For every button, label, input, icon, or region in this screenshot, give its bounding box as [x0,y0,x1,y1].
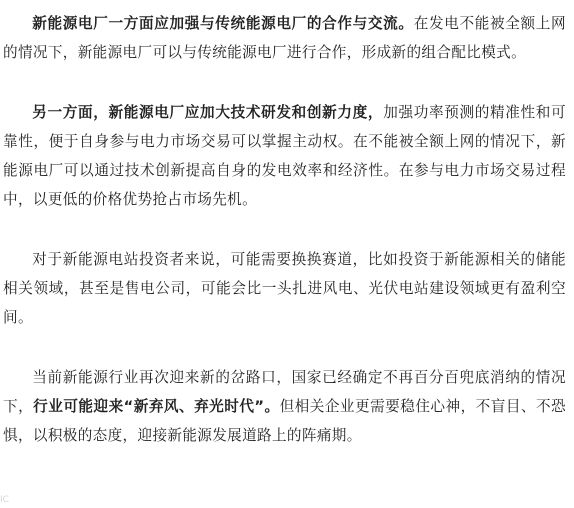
paragraph-1-bold-lead: 新能源电厂一方面应加强与传统能源电厂的合作与交流。 [32,15,414,32]
paragraph-3 [3,245,566,332]
paragraph-2-text: 加强功率预测的精准性和可靠性，便于自身参与电力市场交易可以掌握主动权。在不能被全额上网的情况下，新能源电厂可以通过技术创新提高自身的发电效率和经济性。在参与电力市场交易过程中，以更低的价格优势抢占市场先机。 [3,104,566,208]
paragraph-4-text: 当前新能源行业再次迎来新的岔路口，国家已经确定不再百分百兜底消纳的情况下， [3,369,566,415]
paragraph-2 [3,98,566,214]
watermark: IC [0,495,9,505]
paragraph-1 [3,9,566,67]
paragraph-2-bold-lead: 另一方面，新能源电厂应加大技术研发和创新力度， [32,104,384,121]
article-body [3,9,566,481]
paragraph-4-bold-phrase: 行业可能迎来“新弃风、弃光时代”。 [33,398,280,415]
paragraph-1-text: 在发电不能被全额上网的情况下，新能源电厂可以与传统能源电厂进行合作，形成新的组合配比模式。 [3,15,566,61]
paragraph-4-tail: 但相关企业更需要稳住心神，不盲目、不恐惧，以积极的态度，迎接新能源发展道路上的阵痛期。 [3,398,567,444]
paragraph-3-text: 对于新能源电站投资者来说，可能需要换换赛道，比如投资于新能源相关的储能相关领域，甚至是售电公司，可能会比一头扎进风电、光伏电站建设领域更有盈利空间。 [3,251,566,326]
paragraph-4 [3,363,566,450]
